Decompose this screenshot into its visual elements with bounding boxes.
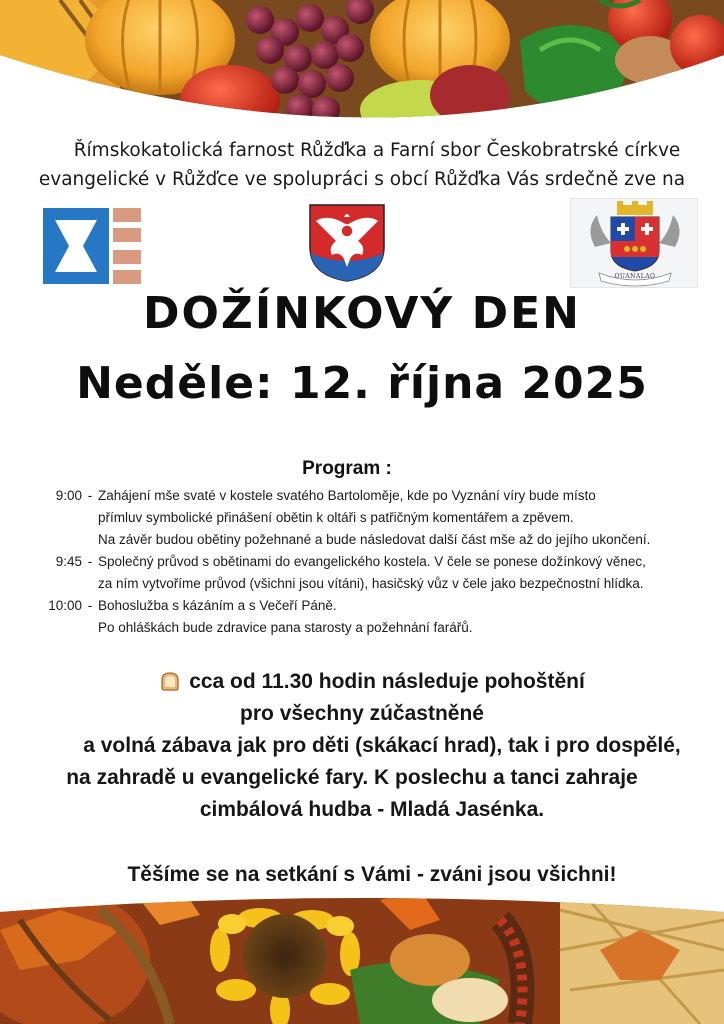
partner-logo-ribbon: OUANALAO <box>614 273 656 280</box>
refreshment-line-1: cca od 11.30 hodin následuje pohoštění <box>189 670 585 693</box>
program-time: 9:45 <box>55 554 82 569</box>
refreshment-line-4: na zahradě u evangelické fary. K poslechu a tanci zahraje <box>66 766 638 789</box>
partner-coat-of-arms <box>570 198 698 288</box>
refreshment-line-5: cimbálová hudba - Mladá Jasénka. <box>199 798 545 821</box>
invitation-line-1: Římskokatolická farnost Růžďka a Farní sbor Českobratrské církve <box>73 140 681 161</box>
autumn-harvest-image <box>0 890 724 1024</box>
program-list <box>14 485 718 639</box>
program-line: Zahájení mše svaté v kostele svatého Bartoloměje, kde po Vyznání víry bude místo <box>98 488 596 503</box>
ceskobratrska-cirkev-logo <box>43 208 141 284</box>
program-line: Bohoslužba s kázáním a s Večeří Páně. <box>98 598 337 613</box>
program-line: přímluv symbolické přinášení obětin k oltáři s patřičným komentářem a zpěvem. <box>98 510 574 525</box>
invitation-line-2: evangelické v Růžďce ve spolupráci s obcí Růžďka Vás srdečně zve na <box>38 169 686 190</box>
program-line: za ním vytvoříme průvod (všichni jsou vítáni), hasičský vůz v čele jako bezpečnostní hlídka. <box>98 576 644 591</box>
program-item: 9:00 - Zahájení mše svaté v kostele svatého Bartoloměje, kde po Vyznání víry bude místo přímluv symbolické přinášení obětin k oltáři s patřičným komentářem a zpěvem. Na závěr budou obětiny požehnané a bude následovat další část mše až do jejího ukončení. <box>14 485 718 551</box>
event-title: DOŽÍNKOVÝ DEN <box>142 288 581 339</box>
program-time: 9:00 <box>55 488 82 503</box>
fruits-vegetables-image <box>0 0 724 140</box>
ruzdka-coat-of-arms <box>308 203 386 283</box>
refreshment-info <box>0 666 724 826</box>
program-time: 10:00 <box>48 598 82 613</box>
event-date: Neděle: 12. října 2025 <box>76 358 648 409</box>
refreshment-line-3: a volná zábava jak pro děti (skákací hrad), tak i pro dospělé, <box>83 734 681 757</box>
program-heading: Program : <box>302 458 392 479</box>
refreshment-line-2: pro všechny zúčastněné <box>240 702 484 725</box>
program-line: Po ohláškách bude zdravice pana starosty a požehnání farářů. <box>98 620 473 635</box>
program-item: 10:00 - Bohoslužba s kázáním a s Večeří Páně. Po ohláškách bude zdravice pana starosty a požehnání farářů. <box>14 595 718 639</box>
program-item: 9:45 - Společný průvod s obětinami do evangelického kostela. V čele se ponese dožínkový věnec, za ním vytvoříme průvod (všichni jsou vítáni), hasičský vůz v čele jako bezpečnostní hlídka. <box>14 551 718 595</box>
program-line: Na závěr budou obětiny požehnané a bude následovat další část mše až do jejího ukončení. <box>98 532 651 547</box>
program-line: Společný průvod s obětinami do evangelického kostela. V čele se ponese dožínkový věnec, <box>98 554 646 569</box>
bottom-harvest-banner <box>0 890 724 1024</box>
top-harvest-banner <box>0 0 724 140</box>
bread-icon <box>159 669 181 689</box>
closing-text: Těšíme se na setkání s Vámi - zváni jsou všichni! <box>127 863 617 886</box>
invitation-text <box>0 136 724 194</box>
